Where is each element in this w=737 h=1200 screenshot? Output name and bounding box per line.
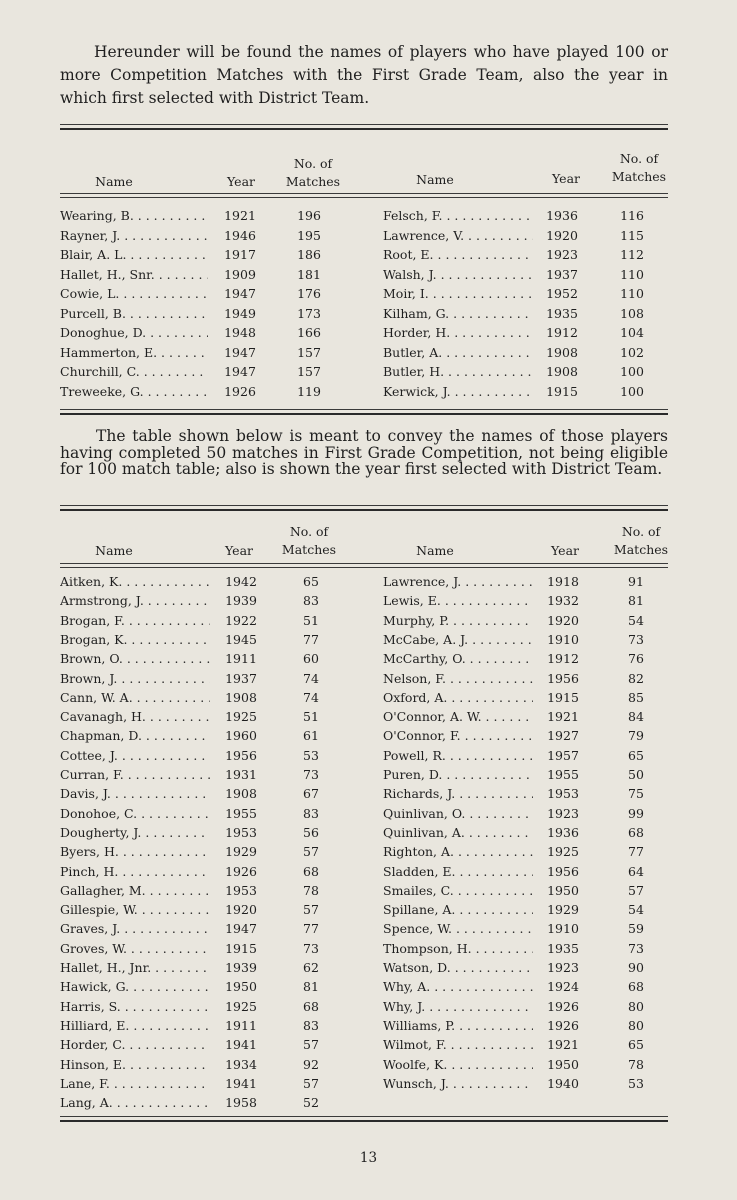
player-name: Hammerton, E. . . . — [60, 345, 208, 360]
first-selected-year: 1945 — [225, 631, 257, 647]
first-selected-year: 1923 — [547, 805, 579, 821]
player-name: Horder, H. . . . — [383, 325, 533, 340]
intro-paragraph-2: The table shown below is meant to convey the names of those players having completed 50 matches in First Grade Competition, not being eligible for 100 match table; also is shown the year first selected with District Team. — [60, 427, 668, 478]
first-selected-year: 1948 — [224, 325, 256, 340]
player-name: Lawrence, J. . . . — [383, 574, 533, 589]
table-row — [60, 825, 670, 844]
match-count: 57 — [303, 1075, 319, 1091]
match-count: 53 — [628, 1075, 644, 1091]
table-row — [60, 671, 670, 690]
match-count: 73 — [628, 631, 644, 647]
match-count: 77 — [303, 631, 319, 647]
match-count: 92 — [303, 1056, 319, 1072]
col-header-matches: No. of Matches — [613, 524, 669, 557]
player-name: Donoghue, D. . . . — [60, 325, 208, 340]
match-count: 84 — [628, 709, 644, 725]
player-name: Lawrence, V. . . . — [383, 228, 533, 243]
divider — [60, 413, 668, 415]
match-count: 90 — [628, 960, 644, 975]
table-row — [60, 728, 670, 747]
col-header-year: Year — [551, 543, 579, 558]
player-name: Gallagher, M. . . . — [60, 883, 210, 898]
table-row — [60, 1095, 670, 1114]
player-name: Churchill, C. . . . — [60, 364, 208, 379]
match-count: 65 — [303, 574, 319, 589]
match-count: 176 — [297, 286, 321, 301]
first-selected-year: 1927 — [547, 728, 579, 744]
first-selected-year: 1924 — [547, 979, 579, 995]
first-selected-year: 1908 — [225, 689, 257, 705]
first-selected-year: 1925 — [225, 998, 257, 1014]
first-selected-year: 1932 — [547, 593, 579, 609]
match-count: 61 — [303, 728, 319, 744]
player-name: Graves, J. . . . — [60, 921, 210, 936]
player-name: Woolfe, K. . . . — [383, 1057, 533, 1072]
first-selected-year: 1956 — [547, 670, 579, 686]
first-selected-year: 1937 — [225, 670, 257, 686]
match-count: 110 — [620, 266, 644, 282]
table-row — [60, 767, 670, 786]
first-selected-year: 1939 — [225, 960, 257, 975]
player-name: Davis, J. . . . — [60, 786, 210, 801]
col-header-year: Year — [552, 171, 580, 186]
table-row — [60, 651, 670, 670]
first-selected-year: 1910 — [547, 631, 579, 647]
table-row — [60, 786, 670, 805]
player-name: Lane, F. . . . — [60, 1076, 210, 1091]
player-name: Hallet, H., Jnr. . . . — [60, 960, 210, 975]
match-count: 65 — [628, 1037, 644, 1053]
page-number: 13 — [359, 1150, 378, 1166]
table-row — [60, 1018, 670, 1037]
divider — [60, 128, 668, 130]
match-count: 77 — [303, 921, 319, 937]
player-name: Thompson, H. . . . — [383, 941, 533, 956]
player-name: Lewis, E. . . . — [383, 593, 533, 608]
first-selected-year: 1912 — [546, 325, 578, 340]
first-selected-year: 1947 — [224, 364, 256, 379]
table-row — [60, 921, 670, 940]
match-count: 108 — [620, 305, 644, 321]
player-name: Wilmot, F. . . . — [383, 1037, 533, 1052]
first-selected-year: 1953 — [225, 882, 257, 898]
first-selected-year: 1908 — [225, 786, 257, 802]
table-row — [60, 574, 670, 593]
first-selected-year: 1925 — [547, 844, 579, 860]
player-name: Pinch, H. . . . — [60, 864, 210, 879]
player-name: Powell, R. . . . — [383, 748, 533, 763]
col-header-matches: No. of Matches — [285, 156, 341, 189]
divider — [60, 1120, 668, 1122]
first-selected-year: 1950 — [547, 882, 579, 898]
table-row — [60, 613, 670, 632]
table-row — [60, 384, 670, 403]
player-name: Chapman, D. . . . — [60, 728, 210, 743]
divider — [60, 197, 668, 198]
first-selected-year: 1926 — [224, 383, 256, 399]
first-selected-year: 1922 — [225, 612, 257, 628]
col-header-name: Name — [416, 543, 454, 558]
match-count: 67 — [303, 786, 319, 802]
player-name: Brogan, F. . . . — [60, 613, 210, 628]
first-selected-year: 1936 — [547, 824, 579, 840]
player-name: Spence, W. . . . — [383, 921, 533, 936]
col-header-name: Name — [95, 174, 133, 189]
match-count: 50 — [628, 767, 644, 782]
player-name: Kerwick, J. . . . — [383, 384, 533, 399]
player-name: Oxford, A. . . . — [383, 690, 533, 705]
first-selected-year: 1929 — [547, 902, 579, 918]
player-name: Butler, A. . . . — [383, 345, 533, 360]
divider — [60, 124, 668, 125]
first-selected-year: 1939 — [225, 593, 257, 609]
first-selected-year: 1920 — [546, 227, 578, 243]
match-count: 64 — [628, 863, 644, 879]
player-name: Cann, W. A. . . . — [60, 690, 210, 705]
match-count: 166 — [297, 325, 321, 340]
match-count: 74 — [303, 689, 319, 705]
match-count: 81 — [628, 593, 644, 609]
divider — [60, 509, 668, 511]
player-name: Rayner, J. . . . — [60, 228, 208, 243]
first-selected-year: 1915 — [547, 689, 579, 705]
player-name: Blair, A. L. . . . — [60, 247, 208, 262]
first-selected-year: 1934 — [225, 1056, 257, 1072]
divider — [60, 505, 668, 506]
player-name: McCabe, A. J. . . . — [383, 632, 533, 647]
first-selected-year: 1923 — [546, 247, 578, 262]
match-count: 51 — [303, 709, 319, 725]
match-count: 52 — [303, 1095, 319, 1111]
match-count: 78 — [628, 1056, 644, 1072]
player-name: Spillane, A. . . . — [383, 902, 533, 917]
match-count: 83 — [303, 805, 319, 821]
match-count: 73 — [628, 940, 644, 956]
first-selected-year: 1918 — [547, 574, 579, 589]
table-row — [60, 267, 670, 286]
first-selected-year: 1955 — [547, 767, 579, 782]
match-count: 115 — [620, 227, 644, 243]
first-selected-year: 1946 — [224, 227, 256, 243]
first-selected-year: 1940 — [547, 1075, 579, 1091]
divider — [60, 1116, 668, 1117]
table-50-matches — [60, 574, 670, 1114]
table-row — [60, 941, 670, 960]
match-count: 99 — [628, 805, 644, 821]
first-selected-year: 1950 — [225, 979, 257, 995]
match-count: 62 — [303, 960, 319, 975]
first-selected-year: 1909 — [224, 266, 256, 282]
player-name: Brown, J. . . . — [60, 671, 210, 686]
match-count: 100 — [620, 364, 644, 379]
player-name: Richards, J. . . . — [383, 786, 533, 801]
divider — [60, 567, 668, 568]
player-name: Butler, H. . . . — [383, 364, 533, 379]
player-name: Byers, H. . . . — [60, 844, 210, 859]
player-name: McCarthy, O. . . . — [383, 651, 533, 666]
match-count: 77 — [628, 844, 644, 860]
first-selected-year: 1925 — [225, 709, 257, 725]
first-selected-year: 1915 — [546, 383, 578, 399]
player-name: Lang, A. . . . — [60, 1095, 210, 1110]
first-selected-year: 1942 — [225, 574, 257, 589]
table-row — [60, 208, 670, 227]
match-count: 57 — [303, 844, 319, 860]
table-row — [60, 228, 670, 247]
table-row — [60, 364, 670, 383]
player-name: Moir, I. . . . — [383, 286, 533, 301]
match-count: 68 — [628, 979, 644, 995]
player-name: Aitken, K. . . . — [60, 574, 210, 589]
player-name: Kilham, G. . . . — [383, 306, 533, 321]
table-row — [60, 1057, 670, 1076]
player-name: Quinlivan, O. . . . — [383, 806, 533, 821]
table-row — [60, 883, 670, 902]
first-selected-year: 1956 — [547, 863, 579, 879]
player-name: Why, J. . . . — [383, 999, 533, 1014]
match-count: 68 — [628, 824, 644, 840]
player-name: O'Connor, A. W. . . . — [383, 709, 533, 724]
player-name: Cavanagh, H. . . . — [60, 709, 210, 724]
match-count: 186 — [297, 247, 321, 262]
col-header-matches: No. of Matches — [281, 524, 337, 557]
match-count: 116 — [620, 208, 644, 223]
first-selected-year: 1947 — [225, 921, 257, 937]
player-name: Murphy, P. . . . — [383, 613, 533, 628]
match-count: 157 — [297, 364, 321, 379]
first-selected-year: 1956 — [225, 747, 257, 763]
player-name: Sladden, E. . . . — [383, 864, 533, 879]
match-count: 73 — [303, 767, 319, 782]
first-selected-year: 1953 — [547, 786, 579, 802]
player-name: Hawick, G. . . . — [60, 979, 210, 994]
match-count: 65 — [628, 747, 644, 763]
match-count: 83 — [303, 593, 319, 609]
player-name: Purcell, B. . . . — [60, 306, 208, 321]
match-count: 60 — [303, 651, 319, 667]
match-count: 110 — [620, 286, 644, 301]
match-count: 73 — [303, 940, 319, 956]
player-name: Groves, W. . . . — [60, 941, 210, 956]
first-selected-year: 1947 — [224, 344, 256, 360]
match-count: 195 — [297, 227, 321, 243]
match-count: 82 — [628, 670, 644, 686]
player-name: Wunsch, J. . . . — [383, 1076, 533, 1091]
player-name: Puren, D. . . . — [383, 767, 533, 782]
match-count: 79 — [628, 728, 644, 744]
match-count: 112 — [620, 247, 644, 262]
table-row — [60, 345, 670, 364]
divider — [60, 193, 668, 194]
match-count: 53 — [303, 747, 319, 763]
player-name: Armstrong, J. . . . — [60, 593, 210, 608]
first-selected-year: 1947 — [224, 286, 256, 301]
match-count: 56 — [303, 824, 319, 840]
table-row — [60, 593, 670, 612]
first-selected-year: 1935 — [546, 305, 578, 321]
match-count: 85 — [628, 689, 644, 705]
table-row — [60, 632, 670, 651]
col-header-year: Year — [225, 543, 253, 558]
match-count: 68 — [303, 998, 319, 1014]
divider — [60, 563, 668, 564]
intro-paragraph: Hereunder will be found the names of players who have played 100 or more Competition Matches with the First Grade Team, also the year in which first selected with District Team. — [60, 43, 668, 107]
match-count: 196 — [297, 208, 321, 223]
match-count: 104 — [620, 325, 644, 340]
first-selected-year: 1917 — [224, 247, 256, 262]
first-selected-year: 1953 — [225, 824, 257, 840]
match-count: 100 — [620, 383, 644, 399]
match-count: 181 — [297, 266, 321, 282]
match-count: 83 — [303, 1017, 319, 1033]
first-selected-year: 1911 — [225, 651, 257, 667]
table-row — [60, 306, 670, 325]
table-row — [60, 902, 670, 921]
player-name: Root, E. . . . — [383, 247, 533, 262]
first-selected-year: 1911 — [225, 1017, 257, 1033]
first-selected-year: 1935 — [547, 940, 579, 956]
player-name: Hallet, H., Snr. . . . — [60, 267, 208, 282]
player-name: O'Connor, F. . . . — [383, 728, 533, 743]
table-row — [60, 960, 670, 979]
player-name: Curran, F. . . . — [60, 767, 210, 782]
first-selected-year: 1931 — [225, 767, 257, 782]
player-name: Gillespie, W. . . . — [60, 902, 210, 917]
first-selected-year: 1949 — [224, 305, 256, 321]
table-row — [60, 748, 670, 767]
player-name: Harris, S. . . . — [60, 999, 210, 1014]
first-selected-year: 1912 — [547, 651, 579, 667]
match-count: 54 — [628, 902, 644, 918]
player-name: Hilliard, E. . . . — [60, 1018, 210, 1033]
first-selected-year: 1921 — [547, 1037, 579, 1053]
first-selected-year: 1952 — [546, 286, 578, 301]
match-count: 54 — [628, 612, 644, 628]
table-row — [60, 979, 670, 998]
table-row — [60, 1076, 670, 1095]
first-selected-year: 1955 — [225, 805, 257, 821]
player-name: Quinlivan, A. . . . — [383, 825, 533, 840]
player-name: Watson, D. . . . — [383, 960, 533, 975]
match-count: 57 — [303, 1037, 319, 1053]
col-header-name: Name — [95, 543, 133, 558]
first-selected-year: 1908 — [546, 364, 578, 379]
first-selected-year: 1908 — [546, 344, 578, 360]
player-name: Brown, O. . . . — [60, 651, 210, 666]
table-row — [60, 709, 670, 728]
first-selected-year: 1937 — [546, 266, 578, 282]
player-name: Brogan, K. . . . — [60, 632, 210, 647]
player-name: Donohoe, C. . . . — [60, 806, 210, 821]
player-name: Nelson, F. . . . — [383, 671, 533, 686]
first-selected-year: 1921 — [547, 709, 579, 725]
player-name: Cowie, L. . . . — [60, 286, 208, 301]
match-count: 76 — [628, 651, 644, 667]
first-selected-year: 1926 — [547, 998, 579, 1014]
first-selected-year: 1941 — [225, 1037, 257, 1053]
match-count: 59 — [628, 921, 644, 937]
table-row — [60, 325, 670, 344]
player-name: Walsh, J. . . . — [383, 267, 533, 282]
match-count: 119 — [297, 383, 321, 399]
player-name: Smailes, C. . . . — [383, 883, 533, 898]
match-count: 57 — [303, 902, 319, 918]
first-selected-year: 1958 — [225, 1095, 257, 1111]
player-name: Felsch, F. . . . — [383, 208, 533, 223]
first-selected-year: 1950 — [547, 1056, 579, 1072]
first-selected-year: 1920 — [547, 612, 579, 628]
player-name: Righton, A. . . . — [383, 844, 533, 859]
match-count: 80 — [628, 998, 644, 1014]
first-selected-year: 1915 — [225, 940, 257, 956]
first-selected-year: 1920 — [225, 902, 257, 918]
player-name: Cottee, J. . . . — [60, 748, 210, 763]
player-name: Dougherty, J. . . . — [60, 825, 210, 840]
match-count: 81 — [303, 979, 319, 995]
first-selected-year: 1941 — [225, 1075, 257, 1091]
match-count: 173 — [297, 305, 321, 321]
match-count: 74 — [303, 670, 319, 686]
first-selected-year: 1923 — [547, 960, 579, 975]
match-count: 51 — [303, 612, 319, 628]
match-count: 78 — [303, 882, 319, 898]
table-row — [60, 999, 670, 1018]
first-selected-year: 1960 — [225, 728, 257, 744]
player-name: Horder, C. . . . — [60, 1037, 210, 1052]
player-name: Why, A. . . . — [383, 979, 533, 994]
first-selected-year: 1910 — [547, 921, 579, 937]
match-count: 57 — [628, 882, 644, 898]
table-row — [60, 1037, 670, 1056]
first-selected-year: 1921 — [224, 208, 256, 223]
match-count: 91 — [628, 574, 644, 589]
player-name: Williams, P. . . . — [383, 1018, 533, 1033]
match-count: 102 — [620, 344, 644, 360]
player-name: Treweeke, G. . . . — [60, 384, 208, 399]
col-header-year: Year — [227, 174, 255, 189]
table-100-matches — [60, 208, 670, 408]
match-count: 157 — [297, 344, 321, 360]
player-name: Wearing, B. . . . — [60, 208, 208, 223]
table-row — [60, 864, 670, 883]
first-selected-year: 1936 — [546, 208, 578, 223]
divider — [60, 409, 668, 410]
table-row — [60, 247, 670, 266]
table-row — [60, 690, 670, 709]
first-selected-year: 1926 — [547, 1017, 579, 1033]
table-row — [60, 286, 670, 305]
first-selected-year: 1929 — [225, 844, 257, 860]
match-count: 68 — [303, 863, 319, 879]
first-selected-year: 1926 — [225, 863, 257, 879]
col-header-name: Name — [416, 172, 454, 187]
table-row — [60, 844, 670, 863]
col-header-matches: No. of Matches — [611, 151, 667, 184]
match-count: 80 — [628, 1017, 644, 1033]
table-row — [60, 806, 670, 825]
first-selected-year: 1957 — [547, 747, 579, 763]
match-count: 75 — [628, 786, 644, 802]
player-name: Hinson, E. . . . — [60, 1057, 210, 1072]
